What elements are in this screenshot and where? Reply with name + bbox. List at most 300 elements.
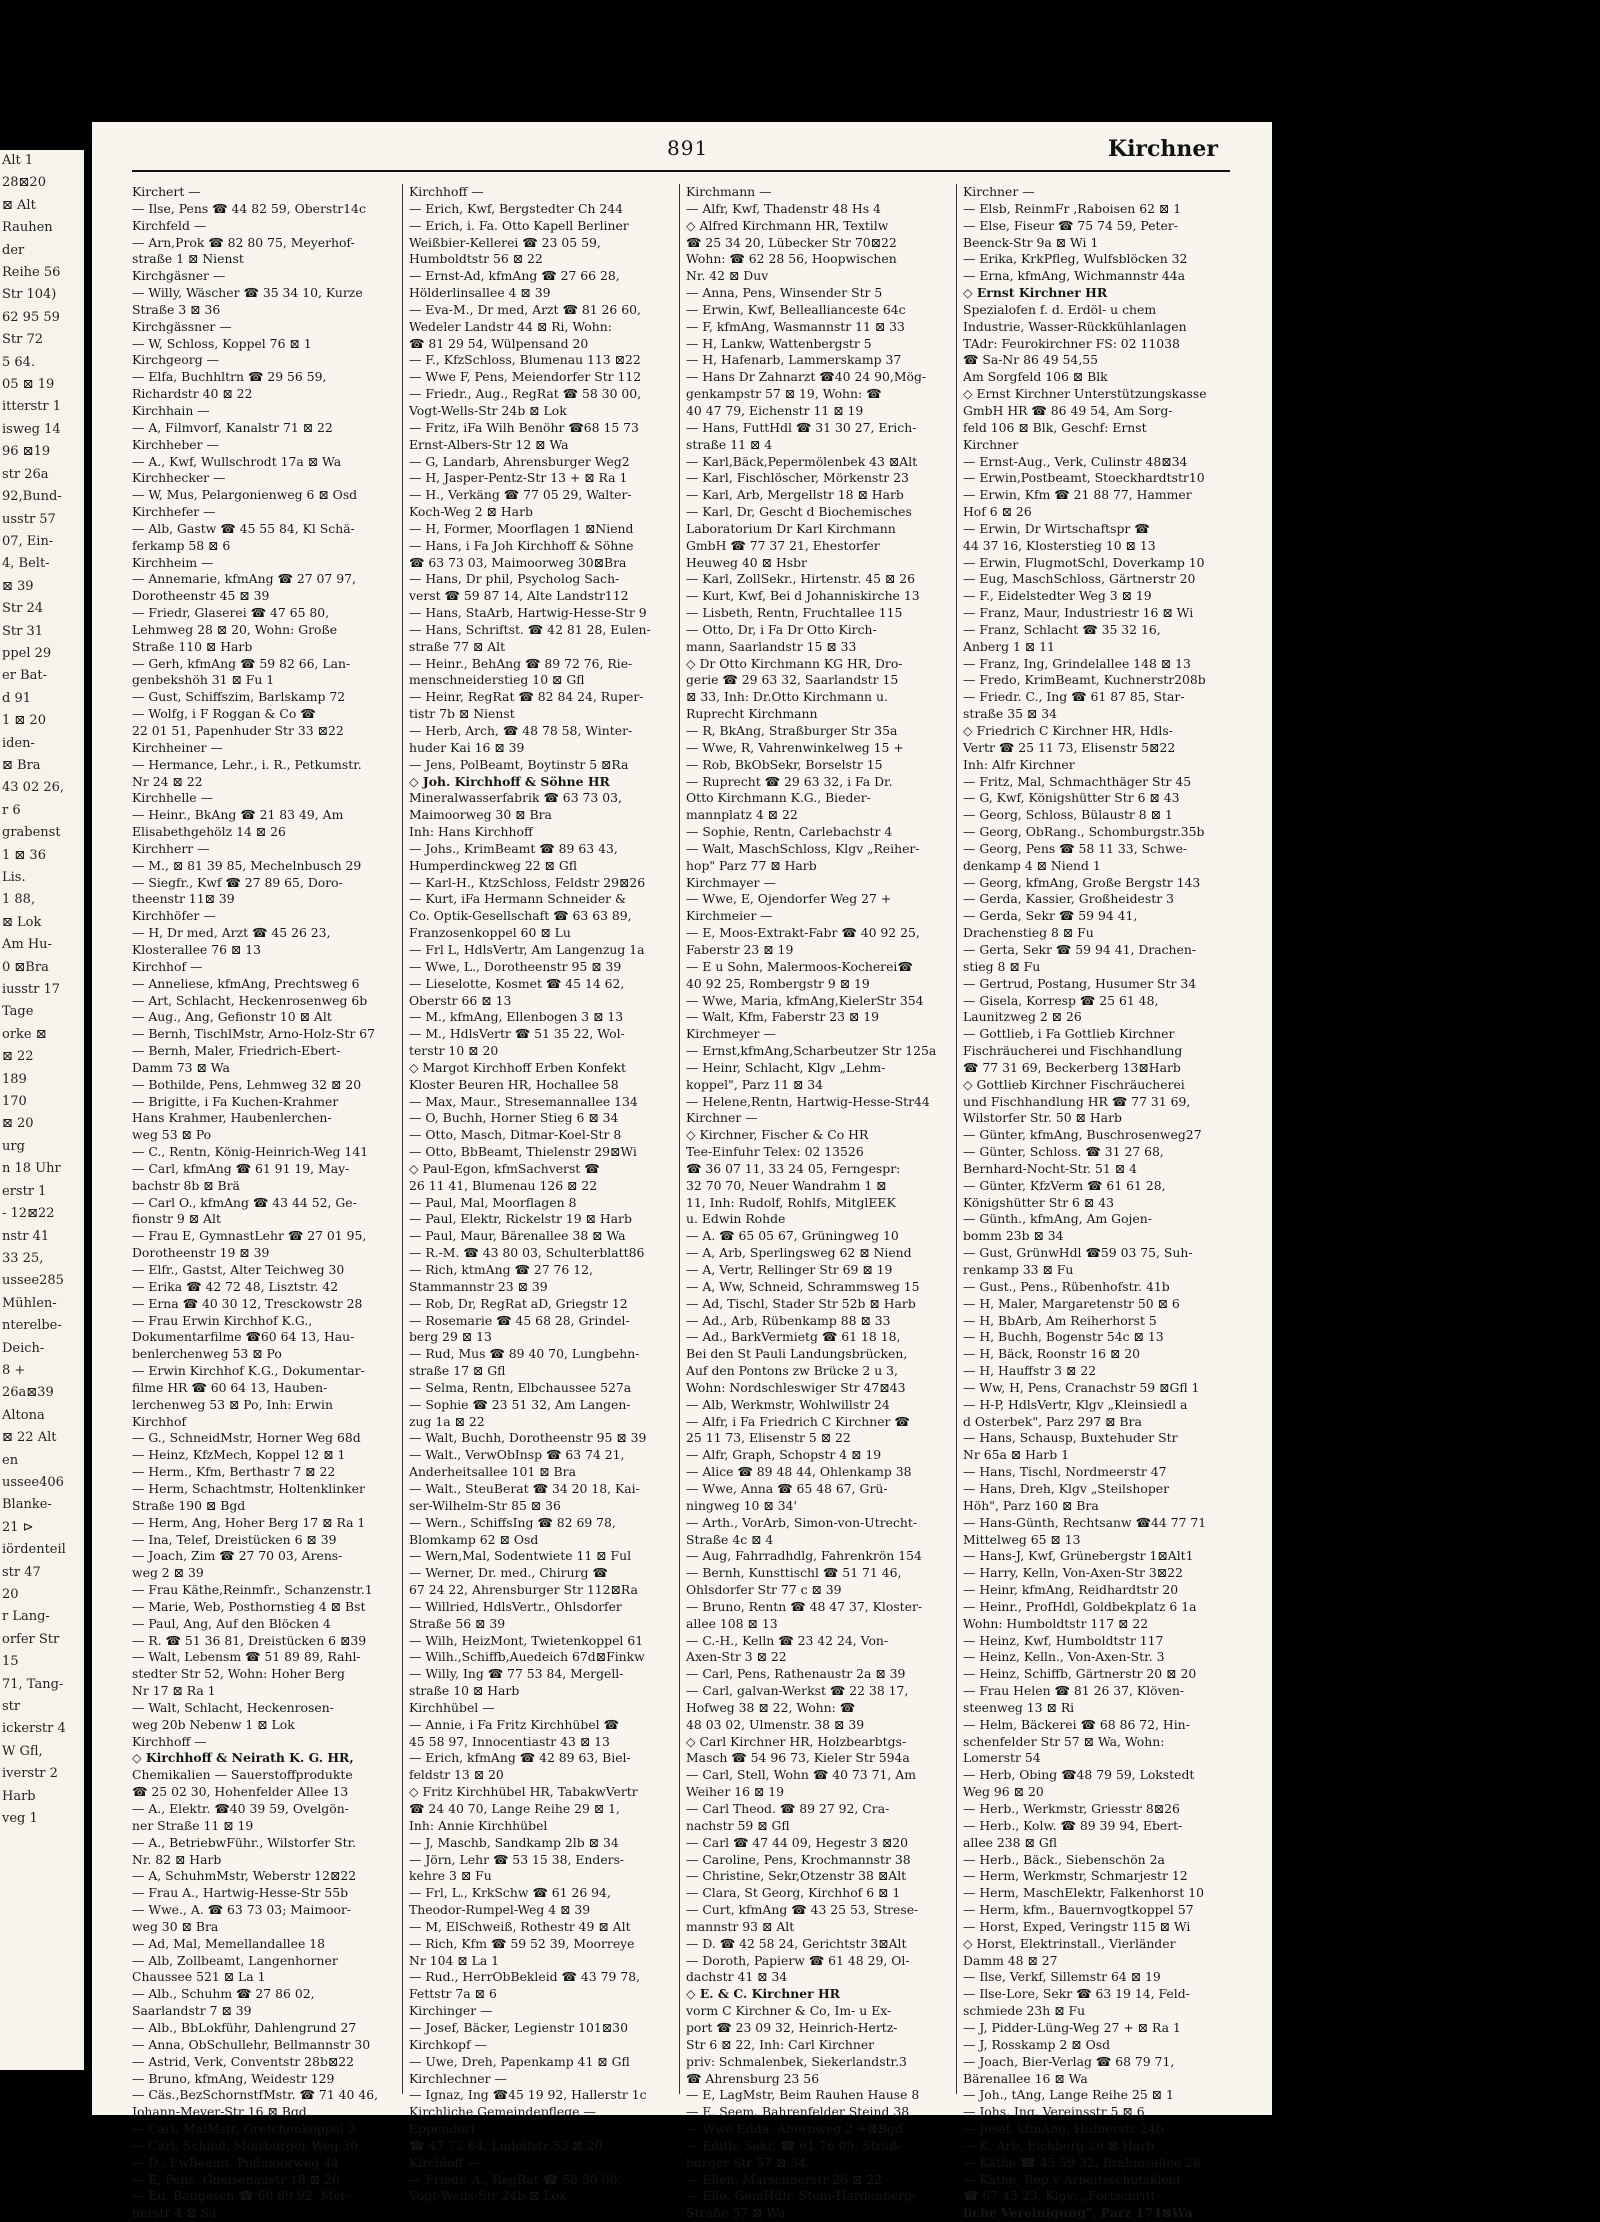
directory-entry-line: — Josef, Bäcker, Legienstr 101⊠30	[409, 2019, 628, 2035]
directory-entry-line: nachstr 59 ⊠ Gfl	[686, 1817, 790, 1833]
directory-entry-line: — Lisbeth, Rentn, Fruchtallee 115	[686, 605, 903, 621]
directory-entry-line: — Willy, Wäscher ☎ 35 34 10, Kurze	[132, 285, 363, 301]
fragment-line: itterstr 1	[2, 399, 62, 415]
directory-entry-line: port ☎ 23 09 32, Heinrich-Hertz-	[686, 2019, 898, 2035]
directory-entry-line: Straße 57 ⊠ Wa	[686, 2205, 786, 2221]
directory-entry-line: weg 20b Nebenw 1 ⊠ Lok	[132, 1716, 295, 1732]
directory-entry-line: ☎ Sa-Nr 86 49 54,55	[963, 352, 1099, 368]
directory-entry-line: Straße 56 ⊠ 39	[409, 1615, 506, 1631]
directory-entry-line: — G, Kwf, Königshütter Str 6 ⊠ 43	[963, 790, 1180, 806]
fragment-line: en	[2, 1452, 19, 1468]
directory-entry-line: — Alice ☎ 89 48 44, Ohlenkamp 38	[686, 1464, 912, 1480]
directory-entry-line: Ohlsdorfer Str 77 c ⊠ 39	[686, 1582, 842, 1598]
directory-entry-line: straße 11 ⊠ 4	[686, 436, 773, 452]
directory-entry-line: — Heinr., BkAng ☎ 21 83 49, Am	[132, 807, 344, 823]
directory-entry-line: menschneiderstieg 10 ⊠ Gfl	[409, 672, 585, 688]
page-number: 891	[667, 136, 709, 160]
directory-entry-line: — Frau Erwin Kirchhof K.G.,	[132, 1312, 313, 1328]
directory-entry-line: straße 35 ⊠ 34	[963, 706, 1057, 722]
fragment-line: 0 ⊠Bra	[2, 959, 49, 975]
fragment-line: Deich-	[2, 1340, 45, 1356]
fragment-line: W Gfl,	[2, 1743, 43, 1759]
directory-entry-line: denkamp 4 ⊠ Niend 1	[963, 857, 1101, 873]
directory-entry-line: — Frl, L., KrkSchw ☎ 61 26 94,	[409, 1885, 611, 1901]
surname-heading: Kirchheim —	[132, 554, 214, 570]
directory-entry-line: 40 92 25, Rombergstr 9 ⊠ 19	[686, 975, 870, 991]
directory-entry-line: — Rud., HerrObBekleid ☎ 43 79 78,	[409, 1969, 641, 1985]
directory-entry-line: 45 58 97, Innocentiastr 43 ⊠ 13	[409, 1733, 610, 1749]
fragment-line: nstr 41	[2, 1228, 50, 1244]
fragment-line: str 47	[2, 1564, 41, 1580]
directory-entry-line: ◇ Kirchhoff & Neirath K. G. HR,	[132, 1750, 354, 1766]
directory-entry-line: — H, Former, Moorflagen 1 ⊠Niend	[409, 520, 634, 536]
directory-entry-line: — Doroth, Papierw ☎ 61 48 29, Ol-	[686, 1952, 910, 1968]
directory-entry-line: Co. Optik-Gesellschaft ☎ 63 63 89,	[409, 908, 632, 924]
directory-entry-line: — Hans-Günth, Rechtsanw ☎44 77 71	[963, 1514, 1207, 1530]
directory-entry-line: steenweg 13 ⊠ Ri	[963, 1699, 1075, 1715]
directory-entry-line: Bei den St Pauli Landungsbrücken,	[686, 1346, 908, 1362]
directory-entry-line: — Hans, Dreh, Klgv „Steilshoper	[963, 1480, 1170, 1496]
directory-entry-line: — R.-M. ☎ 43 80 03, Schulterblatt86	[409, 1245, 645, 1261]
directory-entry-line: — Erna, kfmAng, Wichmannstr 44a	[963, 268, 1185, 284]
directory-entry-line: — Ruprecht ☎ 29 63 32, i Fa Dr.	[686, 773, 893, 789]
directory-entry-line: — R. ☎ 51 36 81, Dreistücken 6 ⊠39	[132, 1632, 367, 1648]
directory-entry-line: — Astrid, Verk, Conventstr 28b⊠22	[132, 2053, 355, 2069]
fragment-line: 21 ⊳	[2, 1519, 34, 1535]
directory-entry-line: Anderheitsallee 101 ⊠ Bra	[409, 1464, 576, 1480]
directory-entry-line: Hofweg 38 ⊠ 22, Wohn: ☎	[686, 1699, 856, 1715]
directory-entry-line: — Carl, Pens, Rathenaustr 2a ⊠ 39	[686, 1666, 906, 1682]
surname-heading: Kirchkopf —	[409, 2036, 487, 2052]
directory-entry-line: — Paul, Maur, Bärenallee 38 ⊠ Wa	[409, 1228, 626, 1244]
directory-entry-line: — Karl, Fischlöscher, Mörkenstr 23	[686, 470, 909, 486]
directory-entry-line: — Elfa, Buchhltrn ☎ 29 56 59,	[132, 369, 327, 385]
fragment-line: ⊠ Alt	[2, 197, 36, 213]
directory-entry-line: — Otto, Dr, i Fa Dr Otto Kirch-	[686, 621, 877, 637]
directory-entry-line: — Käthe, Rep v Arbeitsschutzkleid	[963, 2171, 1181, 2187]
directory-entry-line: — Wwe, Maria, kfmAng,KielerStr 354	[686, 992, 924, 1008]
directory-entry-line: Johann-Meyer-Str 16 ⊠ Bgd	[132, 2104, 307, 2120]
fragment-line: str 26a	[2, 466, 49, 482]
fragment-line: 28⊠20	[2, 175, 46, 191]
directory-entry-line: Dorotheenstr 45 ⊠ 39	[132, 588, 270, 604]
fragment-line: ⊠ 39	[2, 578, 34, 594]
directory-entry-line: ◇ Alfred Kirchmann HR, Textilw	[686, 217, 889, 233]
directory-entry-line: schenfelder Str 57 ⊠ Wa, Wohn:	[963, 1733, 1165, 1749]
directory-entry-line: — A, Filmvorf, Kanalstr 71 ⊠ 22	[132, 419, 333, 435]
directory-entry-line: Fischräucherei und Fischhandlung	[963, 1043, 1183, 1059]
directory-entry-line: Dorotheenstr 19 ⊠ 39	[132, 1245, 270, 1261]
directory-entry-line: Chemikalien — Sauerstoffprodukte	[132, 1767, 353, 1783]
directory-entry-line: — Gerda, Sekr ☎ 59 94 41,	[963, 908, 1138, 924]
fragment-line: n 18 Uhr	[2, 1161, 61, 1177]
directory-entry-line: — Brigitte, i Fa Kuchen-Krahmer	[132, 1093, 339, 1109]
directory-entry-line: ser-Wilhelm-Str 85 ⊠ 36	[409, 1497, 561, 1513]
surname-heading: Kirchlechner —	[409, 2070, 507, 2086]
directory-entry-line: Tee-Einfuhr Telex: 02 13526	[686, 1144, 864, 1160]
directory-entry-line: — Cäs.,BezSchornstfMstr. ☎ 71 40 46,	[132, 2087, 379, 2103]
directory-entry-line: — M., kfmAng, Ellenbogen 3 ⊠ 13	[409, 1009, 624, 1025]
fragment-line: Blanke-	[2, 1497, 52, 1513]
directory-entry-line: 44 37 16, Klosterstieg 10 ⊠ 13	[963, 537, 1156, 553]
directory-entry-line: Vertr ☎ 25 11 73, Elisenstr 5⊠22	[963, 739, 1176, 755]
directory-entry-line: — Frau Käthe,Reinmfr., Schanzenstr.1	[132, 1582, 373, 1598]
directory-entry-line: Weg 96 ⊠ 20	[963, 1784, 1044, 1800]
directory-entry-line: — H, Dr med, Arzt ☎ 45 26 23,	[132, 925, 331, 941]
surname-heading: Kirchner —	[963, 184, 1035, 199]
surname-heading: Kirchhecker —	[132, 470, 226, 486]
directory-entry-line: ◇ Margot Kirchhoff Erben Konfekt	[409, 1059, 626, 1075]
surname-heading: Kirchgeorg —	[132, 352, 219, 368]
directory-entry-line: — Heinz, Kwf, Humboldtstr 117	[963, 1632, 1164, 1648]
directory-entry-line: — Ilse-Lore, Sekr ☎ 63 19 14, Feld-	[963, 1986, 1190, 2002]
directory-entry-line: — Elsb, ReinmFr ,Raboisen 62 ⊠ 1	[963, 200, 1182, 216]
fragment-line: 71, Tang-	[2, 1676, 64, 1692]
directory-entry-line: — E, Pens, Gneisenaustr 18 ⊠ 20	[132, 2171, 340, 2187]
directory-entry-line: — Friedr., Aug., RegRat ☎ 58 30 00,	[409, 386, 642, 402]
directory-entry-line: — Ilse, Verkf, Sillemstr 64 ⊠ 19	[963, 1969, 1161, 1985]
directory-entry-line: — Hans-J, Kwf, Grünebergstr 1⊠Alt1	[963, 1548, 1194, 1564]
directory-entry-line: Mineralwasserfabrik ☎ 63 73 03,	[409, 790, 622, 806]
directory-entry-line: — A., BetriebwFühr., Wilstorfer Str.	[132, 1834, 357, 1850]
directory-entry-line: — A., Elektr. ☎40 39 59, Ovelgön-	[132, 1801, 349, 1816]
fragment-line: der	[2, 242, 25, 258]
directory-entry-line: Beenck-Str 9a ⊠ Wi 1	[963, 234, 1099, 250]
directory-entry-line: — Alfr, Graph, Schopstr 4 ⊠ 19	[686, 1447, 882, 1463]
directory-entry-line: feld 106 ⊠ Blk, Geschf: Ernst	[963, 419, 1147, 435]
directory-entry-line: — Alb, Zollbeamt, Langenhorner	[132, 1952, 338, 1968]
directory-entry-line: — Walt, Schlacht, Heckenrosen-	[132, 1699, 334, 1715]
directory-entry-line: — Anna, ObSchullehr, Bellmannstr 30	[132, 2036, 371, 2052]
directory-entry-line: Hölderlinsallee 4 ⊠ 39	[409, 285, 551, 301]
directory-entry-line: — Paul, Mal, Moorflagen 8	[409, 1194, 577, 1210]
directory-entry-line: — Wwe, Anna ☎ 65 48 67, Grü-	[686, 1480, 888, 1496]
directory-entry-line: — Curt, kfmAng ☎ 43 25 53, Strese-	[686, 1902, 919, 1918]
column-1	[132, 184, 397, 2221]
directory-entry-line: — Karl, Arb, Mergellstr 18 ⊠ Harb	[686, 487, 904, 503]
surname-heading: Kirchheiner —	[132, 739, 223, 755]
directory-entry-line: straße 10 ⊠ Harb	[409, 1683, 520, 1699]
directory-entry-line: Wohn: Nordschleswiger Str 47⊠43	[686, 1379, 906, 1395]
directory-entry-line: — Frau A., Hartwig-Hesse-Str 55b	[132, 1885, 349, 1901]
directory-entry-line: Dokumentarfilme ☎60 64 13, Hau-	[132, 1329, 355, 1345]
directory-entry-line: feldstr 13 ⊠ 20	[409, 1767, 504, 1783]
directory-entry-line: — Hermance, Lehr., i. R., Petkumstr.	[132, 756, 362, 772]
directory-entry-line: Nr 17 ⊠ Ra 1	[132, 1683, 216, 1699]
directory-entry-line: — C., Rentn, König-Heinrich-Weg 141	[132, 1144, 369, 1160]
directory-entry-line: straße 17 ⊠ Gfl	[409, 1363, 506, 1379]
surname-heading: Kirchliche Gemeindepflege —	[409, 2104, 596, 2120]
directory-entry-line: — Erwin,Postbeamt, Stoeckhardtstr10	[963, 470, 1205, 486]
directory-entry-line: — Joach, Bier-Verlag ☎ 68 79 71,	[963, 2053, 1175, 2069]
directory-entry-line: — Wwe, E, Ojendorfer Weg 27 +	[686, 891, 892, 907]
surname-heading: Kirchmann —	[686, 184, 772, 199]
directory-page	[92, 122, 1272, 2221]
directory-entry-line: hop" Parz 77 ⊠ Harb	[686, 857, 817, 873]
directory-entry-line: ◇ E. & C. Kirchner HR	[686, 1986, 840, 2002]
directory-entry-line: — Erwin, Kfm ☎ 21 88 77, Hammer	[963, 487, 1192, 503]
directory-entry-line: — A, Arb, Sperlingsweg 62 ⊠ Niend	[686, 1245, 912, 1261]
directory-entry-line: — Heinr, kfmAng, Reidhardtstr 20	[963, 1582, 1179, 1598]
directory-entry-line: — Kurt, iFa Hermann Schneider &	[409, 891, 627, 907]
directory-entry-line: benlerchenweg 53 ⊠ Po	[132, 1346, 282, 1362]
directory-entry-line: — F, kfmAng, Wasmannstr 11 ⊠ 33	[686, 318, 905, 334]
directory-entry-line: Vogt-Wells-Str 24b ⊠ Lok	[409, 402, 567, 418]
directory-entry-line: ☎ 67 43 23, Klgv: „Fortschritt-	[963, 2188, 1160, 2204]
directory-entry-line: — Heinz, Schiffb, Gärtnerstr 20 ⊠ 20	[963, 1666, 1197, 1682]
fragment-line: r Lang-	[2, 1609, 50, 1625]
surname-heading: Kirchhelle —	[132, 790, 213, 806]
directory-entry-line: — Werner, Dr. med., Chirurg ☎	[409, 1565, 608, 1581]
directory-entry-line: — Erwin, Kwf, Belleallianceste 64c	[686, 301, 906, 317]
directory-entry-line: lerchenweg 53 ⊠ Po, Inh: Erwin	[132, 1396, 333, 1412]
directory-entry-line: — Hans, Tischl, Nordmeerstr 47	[963, 1464, 1167, 1480]
directory-entry-line: — Paul, Ang, Auf den Blöcken 4	[132, 1615, 331, 1631]
directory-entry-line: — Günth., kfmAng, Am Gojen-	[963, 1211, 1152, 1227]
directory-entry-line: allee 238 ⊠ Gfl	[963, 1834, 1057, 1850]
directory-entry-line: — Gerda, Kassier, Großheidestr 3	[963, 891, 1174, 907]
fragment-line: 1 88,	[2, 892, 36, 908]
directory-entry-line: Auf den Pontons zw Brücke 2 u 3,	[686, 1363, 898, 1379]
directory-entry-line: — A, SchuhmMstr, Weberstr 12⊠22	[132, 1868, 357, 1884]
adjacent-page-fragment	[0, 150, 84, 2070]
directory-entry-line: — H., Verkäng ☎ 77 05 29, Walter-	[409, 487, 632, 503]
directory-entry-line: — Kurt, Kwf, Bei d Johanniskirche 13	[686, 588, 920, 604]
directory-entry-line: — Friedr. C., Ing ☎ 61 87 85, Star-	[963, 689, 1185, 705]
directory-entry-line: — Ernst-Aug., Verk, Culinstr 48⊠34	[963, 453, 1188, 469]
directory-entry-line: ◇ Kirchner, Fischer & Co HR	[686, 1127, 869, 1143]
directory-entry-line: — Hans, i Fa Joh Kirchhoff & Söhne	[409, 537, 634, 553]
directory-entry-line: 11, Inh: Rudolf, Rohlfs, MitglEEK	[686, 1194, 896, 1210]
directory-entry-line: dachstr 41 ⊠ 34	[686, 1969, 788, 1985]
directory-entry-line: Straße 3 ⊠ 36	[132, 301, 221, 317]
directory-entry-line: — Erna ☎ 40 30 12, Tresckowstr 28	[132, 1295, 363, 1311]
directory-entry-line: Weißbier-Kellerei ☎ 23 05 59,	[409, 234, 601, 250]
directory-entry-line: — Art, Schlacht, Heckenrosenweg 6b	[132, 992, 368, 1008]
directory-entry-line: ☎ 36 07 11, 33 24 05, Ferngespr:	[686, 1160, 901, 1176]
directory-entry-line: ◇ Joh. Kirchhoff & Söhne HR	[409, 773, 610, 789]
directory-entry-line: — Gust, GrünwHdl ☎59 03 75, Suh-	[963, 1245, 1193, 1261]
page-header	[92, 122, 1272, 174]
directory-entry-line: — Annie, i Fa Fritz Kirchhübel ☎	[409, 1716, 619, 1732]
directory-entry-line: fionstr 9 ⊠ Alt	[132, 1211, 221, 1227]
directory-entry-line: — Gust., Pens., Rübenhofstr. 41b	[963, 1278, 1170, 1294]
directory-entry-line: — Heinr, Schlacht, Klgv „Lehm-	[686, 1059, 886, 1075]
directory-entry-line: Launitzweg 2 ⊠ 26	[963, 1009, 1082, 1025]
directory-entry-line: — Erwin, FlugmotSchl, Doverkamp 10	[963, 554, 1205, 570]
directory-entry-line: — Bothilde, Pens, Lehmweg 32 ⊠ 20	[132, 1076, 362, 1092]
surname-heading: Kirchloff —	[409, 2154, 480, 2170]
directory-entry-line: — H, BbArb, Am Reiherhorst 5	[963, 1312, 1157, 1328]
directory-entry-line: Wohn: ☎ 62 28 56, Hoopwischen	[686, 251, 897, 267]
directory-entry-line: — H, Jasper-Pentz-Str 13 + ⊠ Ra 1	[409, 470, 628, 486]
directory-entry-line: — D. ☎ 42 58 24, Gerichtstr 3⊠Alt	[686, 1935, 907, 1951]
fragment-line: Str 31	[2, 623, 44, 639]
directory-entry-line: — Heinz, Kelln., Von-Axen-Str. 3	[963, 1649, 1165, 1665]
directory-entry-line: Kirchhof	[132, 1413, 187, 1429]
header-rule	[132, 170, 1230, 172]
directory-entry-line: — G., SchneidMstr, Horner Weg 68d	[132, 1430, 361, 1446]
fragment-line: iverstr 2	[2, 1766, 58, 1782]
directory-entry-line: 40 47 79, Eichenstr 11 ⊠ 19	[686, 402, 864, 418]
fragment-line: Lis.	[2, 870, 26, 885]
directory-entry-line: Wilstorfer Str. 50 ⊠ Harb	[963, 1110, 1122, 1126]
fragment-line: Altona	[2, 1407, 45, 1423]
directory-entry-line: — Karl-H., KtzSchloss, Feldstr 29⊠26	[409, 874, 646, 890]
directory-entry-line: ◇ Ernst Kirchner HR	[963, 285, 1108, 301]
directory-entry-line: Inh: Annie Kirchhübel	[409, 1817, 548, 1833]
fragment-line: Tage	[2, 1004, 34, 1020]
directory-entry-line: verst ☎ 59 87 14, Alte Landstr112	[409, 588, 629, 604]
directory-entry-line: — Ed, Baugesch ☎ 60 89 92, Mei-	[132, 2188, 349, 2204]
directory-entry-line: berg 29 ⊠ 13	[409, 1329, 492, 1345]
directory-entry-line: Maimoorweg 30 ⊠ Bra	[409, 807, 552, 823]
directory-entry-line: — Heinr., ProfHdl, Goldbekplatz 6 1a	[963, 1598, 1197, 1614]
directory-entry-line: — Alb., Schuhm ☎ 27 86 02,	[132, 1986, 315, 2002]
directory-entry-line: ◇ Fritz Kirchhübel HR, TabakwVertr	[409, 1784, 638, 1800]
directory-entry-line: — M, ElSchweiß, Rothestr 49 ⊠ Alt	[409, 1918, 631, 1934]
directory-entry-line: Ruprecht Kirchmann	[686, 706, 818, 722]
directory-entry-line: Hof 6 ⊠ 26	[963, 504, 1032, 520]
directory-entry-line: ningweg 10 ⊠ 34'	[686, 1497, 797, 1513]
directory-entry-line: — Aug., Ang, Gefionstr 10 ⊠ Alt	[132, 1009, 332, 1025]
fragment-line: 15	[2, 1654, 19, 1670]
directory-entry-line: stedter Str 52, Wohn: Hoher Berg	[132, 1666, 345, 1682]
surname-heading: Kirchhefer —	[132, 504, 216, 520]
directory-entry-line: — Herb., Bäck., Siebenschön 2a	[963, 1851, 1165, 1867]
directory-entry-line: ◇ Paul-Egon, kfmSachverst ☎	[409, 1160, 600, 1176]
directory-entry-line: — A, Ww, Schneid, Schrammsweg 15	[686, 1278, 920, 1294]
directory-entry-line: — Ad, Tischl, Stader Str 52b ⊠ Harb	[686, 1295, 916, 1311]
fragment-line: Alt 1	[2, 153, 34, 168]
directory-entry-line: — Herb., Werkmstr, Griesstr 8⊠26	[963, 1801, 1180, 1816]
directory-entry-line: — Karl, Dr, Gescht d Biochemisches	[686, 504, 912, 520]
directory-entry-line: TAdr: Feurokirchner FS: 02 11038	[963, 335, 1180, 351]
directory-entry-line: ☎ 63 73 03, Maimoorweg 30⊠Bra	[409, 554, 627, 570]
fragment-line: 1 ⊠ 20	[2, 713, 46, 729]
directory-entry-line: — Bruno, kfmAng, Weidestr 129	[132, 2070, 335, 2086]
directory-entry-line: Heuweg 40 ⊠ Hsbr	[686, 554, 807, 570]
directory-entry-line: GmbH ☎ 77 37 21, Ehestorfer	[686, 537, 880, 553]
directory-entry-line: — Marie, Web, Posthornstieg 4 ⊠ Bst	[132, 1598, 366, 1614]
directory-entry-line: — Frau E, GymnastLehr ☎ 27 01 95,	[132, 1228, 367, 1244]
fragment-line: Am Hu-	[2, 937, 52, 953]
directory-entry-line: Nr 24 ⊠ 22	[132, 773, 203, 789]
surname-heading: Kirchert —	[132, 184, 201, 199]
directory-entry-line: — R, BkAng, Straßburger Str 35a	[686, 723, 898, 738]
surname-heading: Kirchgässner —	[132, 318, 232, 334]
directory-entry-line: — Hans, Schausp, Buxtehuder Str	[963, 1430, 1178, 1446]
directory-entry-line: — Walt, Kfm, Faberstr 23 ⊠ 19	[686, 1009, 879, 1025]
directory-entry-line: Nr 104 ⊠ La 1	[409, 1952, 500, 1968]
directory-entry-line: Blomkamp 62 ⊠ Osd	[409, 1531, 539, 1547]
directory-entry-line: — Otto, Masch, Ditmar-Koel-Str 8	[409, 1127, 622, 1143]
directory-entry-line: weg 30 ⊠ Bra	[132, 1918, 219, 1934]
directory-entry-line: — Gottlieb, i Fa Gottlieb Kirchner	[963, 1026, 1175, 1042]
directory-entry-line: — Ad., BarkVermietg ☎ 61 18 18,	[686, 1329, 901, 1345]
column-2	[409, 184, 674, 2204]
directory-entry-line: weg 2 ⊠ 39	[132, 1565, 204, 1581]
directory-entry-line: — Caroline, Pens, Krochmannstr 38	[686, 1851, 911, 1867]
directory-entry-line: Franzosenkoppel 60 ⊠ Lu	[409, 925, 571, 941]
directory-entry-line: Damm 73 ⊠ Wa	[132, 1059, 230, 1075]
directory-entry-line: Am Sorgfeld 106 ⊠ Blk	[963, 369, 1108, 385]
directory-entry-line: — Sophie, Rentn, Carlebachstr 4	[686, 824, 893, 840]
directory-entry-line: Stammannstr 23 ⊠ 39	[409, 1278, 548, 1294]
directory-entry-line: — Gerta, Sekr ☎ 59 94 41, Drachen-	[963, 941, 1197, 957]
directory-entry-line: — Else, Fiseur ☎ 75 74 59, Peter-	[963, 217, 1178, 233]
fragment-line: veg 1	[2, 1811, 38, 1827]
directory-entry-line: — Rich, ktmAng ☎ 27 76 12,	[409, 1262, 593, 1277]
directory-entry-line: mannstr 93 ⊠ Alt	[686, 1918, 795, 1934]
directory-entry-line: Industrie, Wasser-Rückkühlanlagen	[963, 318, 1187, 334]
directory-entry-line: — Bernh, Kunsttischl ☎ 51 71 46,	[686, 1565, 902, 1581]
directory-entry-line: — Walt., SteuBerat ☎ 34 20 18, Kai-	[409, 1480, 640, 1496]
directory-entry-line: ☎ 25 34 20, Lübecker Str 70⊠22	[686, 234, 897, 250]
surname-heading: Kirchmeyer —	[686, 1026, 776, 1042]
directory-entry-line: zug 1a ⊠ 22	[409, 1413, 485, 1429]
directory-entry-line: — Willried, HdlsVertr., Ohlsdorfer	[409, 1598, 622, 1614]
directory-entry-line: ferkamp 58 ⊠ 6	[132, 537, 231, 553]
directory-entry-line: — Erich, kfmAng ☎ 42 89 63, Biel-	[409, 1750, 631, 1766]
directory-entry-line: Nr. 82 ⊠ Harb	[132, 1851, 222, 1867]
directory-entry-line: — Herb, Arch, ☎ 48 78 58, Winter-	[409, 723, 633, 738]
directory-entry-line: — Harry, Kelln, Von-Axen-Str 3⊠22	[963, 1565, 1183, 1581]
directory-entry-line: Koch-Weg 2 ⊠ Harb	[409, 504, 533, 520]
directory-entry-line: — Erika, KrkPfleg, Wulfsblöcken 32	[963, 251, 1188, 267]
directory-entry-line: — Jörn, Lehr ☎ 53 15 38, Enders-	[409, 1851, 625, 1867]
directory-entry-line: — Carl ☎ 47 44 09, Hegestr 3 ⊠20	[686, 1834, 909, 1850]
directory-entry-line: — Wern,Mal, Sodentwiete 11 ⊠ Ful	[409, 1548, 632, 1564]
directory-entry-line: — Walt, Buchh, Dorotheenstr 95 ⊠ 39	[409, 1430, 647, 1446]
directory-entry-line: ◇ Friedrich C Kirchner HR, Hdls-	[963, 723, 1173, 738]
directory-entry-line: Damm 48 ⊠ 27	[963, 1952, 1058, 1968]
directory-entry-line: — E, Seem, Bahrenfelder Steind 38	[686, 2104, 910, 2120]
fragment-line: d 91	[2, 690, 31, 706]
directory-entry-line: Fettstr 7a ⊠ 6	[409, 1986, 497, 2002]
directory-entry-line: — Wwe F, Pens, Meiendorfer Str 112	[409, 369, 642, 385]
directory-entry-line: genkampstr 57 ⊠ 19, Wohn: ☎	[686, 386, 882, 402]
running-head: Kirchner	[1107, 136, 1218, 162]
directory-entry-line: — Karl, ZollSekr., Hirtenstr. 45 ⊠ 26	[686, 571, 915, 587]
directory-entry-line: Lomerstr 54	[963, 1750, 1041, 1766]
directory-entry-line: — Rob, BkObSekr, Borselstr 15	[686, 756, 883, 772]
directory-entry-line: — Max, Maur., Stresemannallee 134	[409, 1093, 638, 1109]
directory-entry-line: — Herm., Kfm, Berthastr 7 ⊠ 22	[132, 1464, 336, 1480]
directory-entry-line: — Gust, Schiffszim, Barlskamp 72	[132, 689, 346, 705]
directory-entry-line: — Christine, Sekr,Otzenstr 38 ⊠Alt	[686, 1868, 907, 1884]
directory-entry-line: — Georg, kfmAng, Große Bergstr 143	[963, 874, 1201, 890]
fragment-line: isweg 14	[2, 421, 61, 437]
directory-entry-line: Hans Krahmer, Haubenlerchen-	[132, 1110, 332, 1126]
directory-entry-line: — Franz, Schlacht ☎ 35 32 16,	[963, 621, 1161, 637]
column-divider	[956, 184, 957, 2094]
directory-entry-line: 67 24 22, Ahrensburger Str 112⊠Ra	[409, 1582, 638, 1598]
directory-entry-line: liche Vereinigung", Parz 174⊠Wa	[963, 2205, 1193, 2221]
directory-entry-line: ☎ 47 72 64, Ludolfstr 53 ⊠ 20	[409, 2137, 603, 2153]
directory-entry-line: — Erika ☎ 42 72 48, Lisztstr. 42	[132, 1278, 339, 1294]
directory-entry-line: — Erich, Kwf, Bergstedter Ch 244	[409, 200, 624, 216]
directory-entry-line: — Alb, Gastw ☎ 45 55 84, Kl Schä-	[132, 520, 355, 536]
directory-entry-line: — Selma, Rentn, Elbchaussee 527a	[409, 1379, 632, 1395]
fragment-line: 170	[2, 1094, 27, 1110]
fragment-line: iusstr 17	[2, 982, 60, 998]
directory-entry-line: — O, Buchh, Horner Stieg 6 ⊠ 34	[409, 1110, 619, 1126]
directory-entry-line: bomm 23b ⊠ 34	[963, 1228, 1064, 1244]
directory-entry-line: — F., KfzSchloss, Blumenau 113 ⊠22	[409, 352, 641, 368]
directory-entry-line: — Heinr., BehAng ☎ 89 72 76, Rie-	[409, 655, 633, 671]
surname-heading: Kirchinger —	[409, 2003, 493, 2019]
